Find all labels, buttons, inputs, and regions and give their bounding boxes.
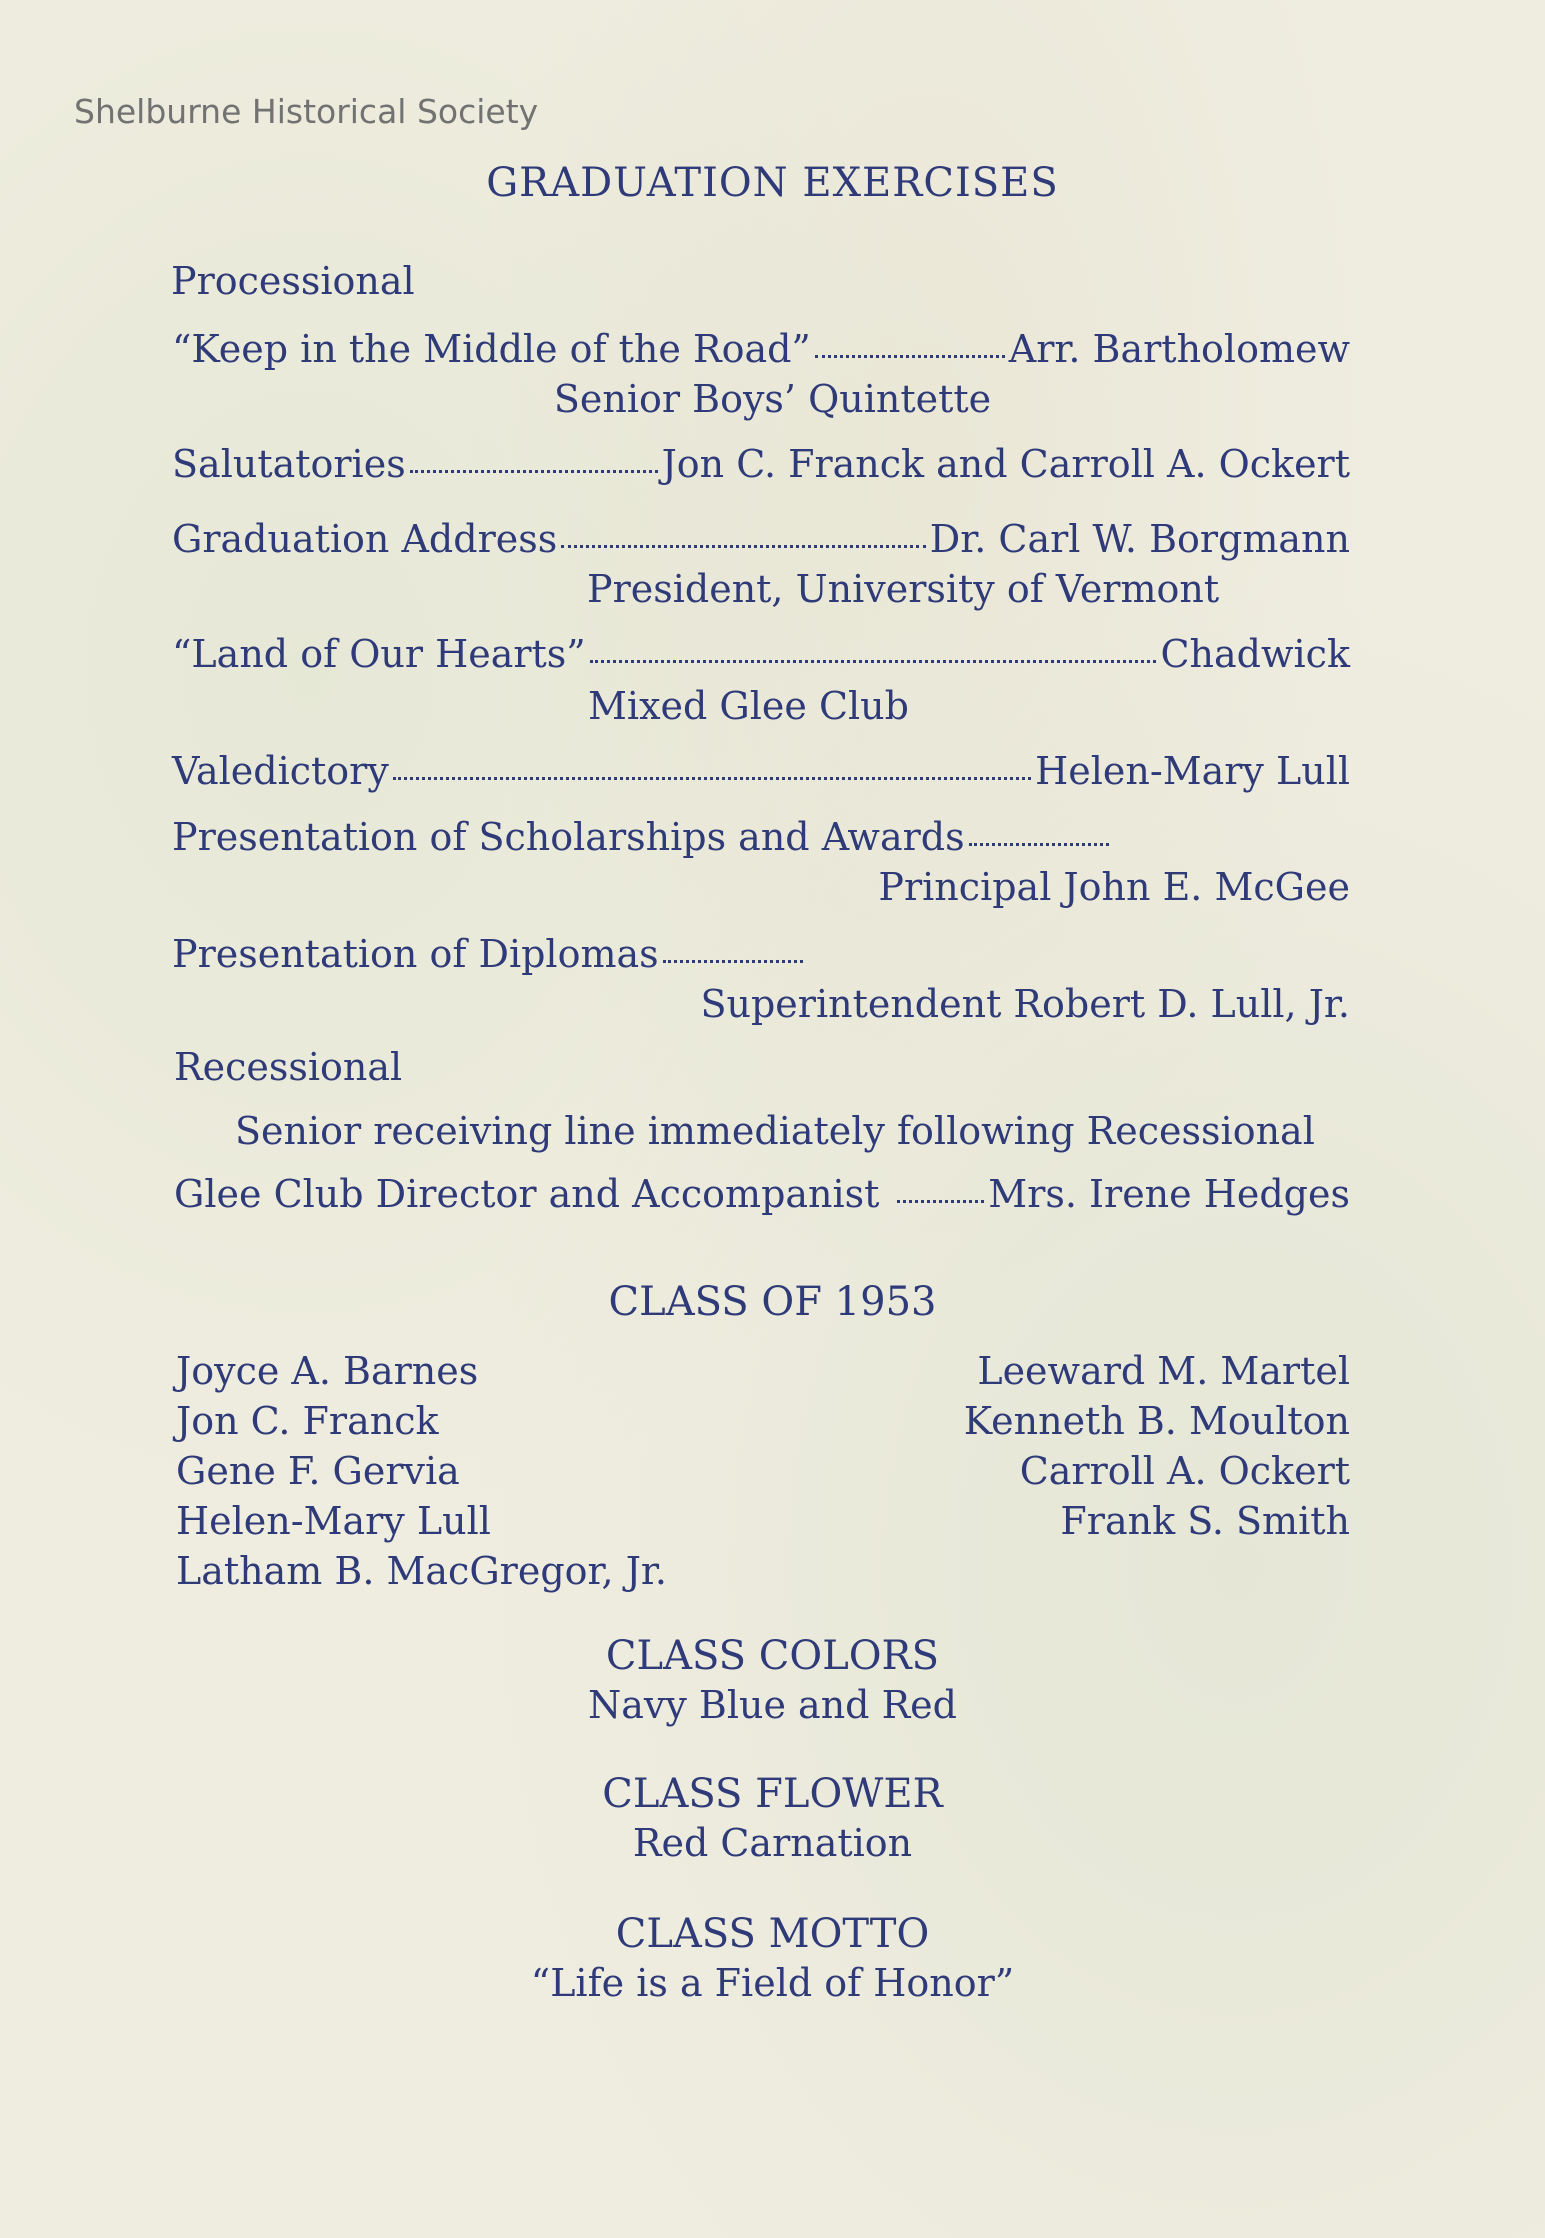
program-item-graduation-address <box>172 517 1350 561</box>
program-item-glee-director <box>174 1172 1350 1216</box>
class-motto-heading: CLASS MOTTO <box>615 1911 930 1957</box>
class-heading: CLASS OF 1953 <box>608 1279 937 1325</box>
program-item-performer: Chadwick <box>1160 632 1350 676</box>
class-colors-value: Navy Blue and Red <box>588 1683 957 1727</box>
program-item-valedictory <box>172 749 1350 793</box>
class-flower-value: Red Carnation <box>632 1821 913 1865</box>
program-item-title: Valedictory <box>172 749 389 793</box>
class-names-left <box>176 1346 667 1596</box>
program-item-performer: Helen-Mary Lull <box>1035 749 1350 793</box>
program-item-title: “Land of Our Hearts” <box>172 632 586 676</box>
class-member: Carroll A. Ockert <box>1019 1449 1350 1493</box>
program-item-salutatories <box>172 442 1350 486</box>
program-item-subtitle: President, University of Vermont <box>587 567 1220 611</box>
program-item-scholarships <box>172 815 1109 859</box>
program-item-subtitle: Mixed Glee Club <box>588 684 909 728</box>
program-item-performer: Dr. Carl W. Borgmann <box>929 517 1350 561</box>
class-member: Jon C. Franck <box>176 1399 439 1443</box>
leader-dots <box>969 843 1109 846</box>
program-item-subtitle: Senior Boys’ Quintette <box>553 377 992 421</box>
program-item-title: Presentation of Scholarships and Awards <box>172 815 965 859</box>
class-member: Frank S. Smith <box>1060 1499 1350 1543</box>
program-item-performer: Superintendent Robert D. Lull, Jr. <box>700 982 1350 1026</box>
leader-dots <box>393 777 1031 780</box>
leader-dots <box>815 355 1005 358</box>
class-names-right <box>964 1346 1350 1546</box>
class-member: Kenneth B. Moulton <box>963 1399 1350 1443</box>
class-colors-heading: CLASS COLORS <box>605 1633 940 1679</box>
recessional-label: Recessional <box>174 1045 403 1089</box>
program-item-title: “Keep in the Middle of the Road” <box>172 327 811 371</box>
program-item-performer: Principal John E. McGee <box>878 865 1350 909</box>
program-item-title: Salutatories <box>172 442 406 486</box>
class-member: Latham B. MacGregor, Jr. <box>176 1549 667 1593</box>
class-member: Gene F. Gervia <box>176 1449 460 1493</box>
processional-label: Processional <box>171 259 415 303</box>
program-item-title: Graduation Address <box>172 517 558 561</box>
program-item-performer: Jon C. Franck and Carroll A. Ockert <box>661 442 1350 486</box>
program-item-processional-song <box>172 327 1350 371</box>
leader-dots <box>663 960 803 963</box>
class-member: Helen-Mary Lull <box>176 1499 491 1543</box>
program-item-diplomas <box>172 932 803 976</box>
class-member: Joyce A. Barnes <box>176 1349 479 1393</box>
watermark: Shelburne Historical Society <box>74 92 539 131</box>
program-item-title: Presentation of Diplomas <box>172 932 659 976</box>
leader-dots <box>410 470 658 473</box>
program-item-title: Glee Club Director and Accompanist <box>174 1172 880 1216</box>
program-item-land-of-our-hearts <box>172 632 1350 676</box>
class-flower-heading: CLASS FLOWER <box>602 1771 943 1817</box>
program-item-performer: Arr. Bartholomew <box>1008 327 1350 371</box>
leader-dots <box>590 660 1157 663</box>
class-motto-value: “Life is a Field of Honor” <box>530 1961 1015 2005</box>
program-item-performer: Mrs. Irene Hedges <box>988 1172 1350 1216</box>
page-title: GRADUATION EXERCISES <box>486 160 1059 206</box>
leader-dots <box>897 1200 984 1203</box>
class-member: Leeward M. Martel <box>977 1349 1350 1393</box>
leader-dots <box>561 545 926 548</box>
receiving-line-note: Senior receiving line immediately following Recessional <box>235 1109 1315 1153</box>
